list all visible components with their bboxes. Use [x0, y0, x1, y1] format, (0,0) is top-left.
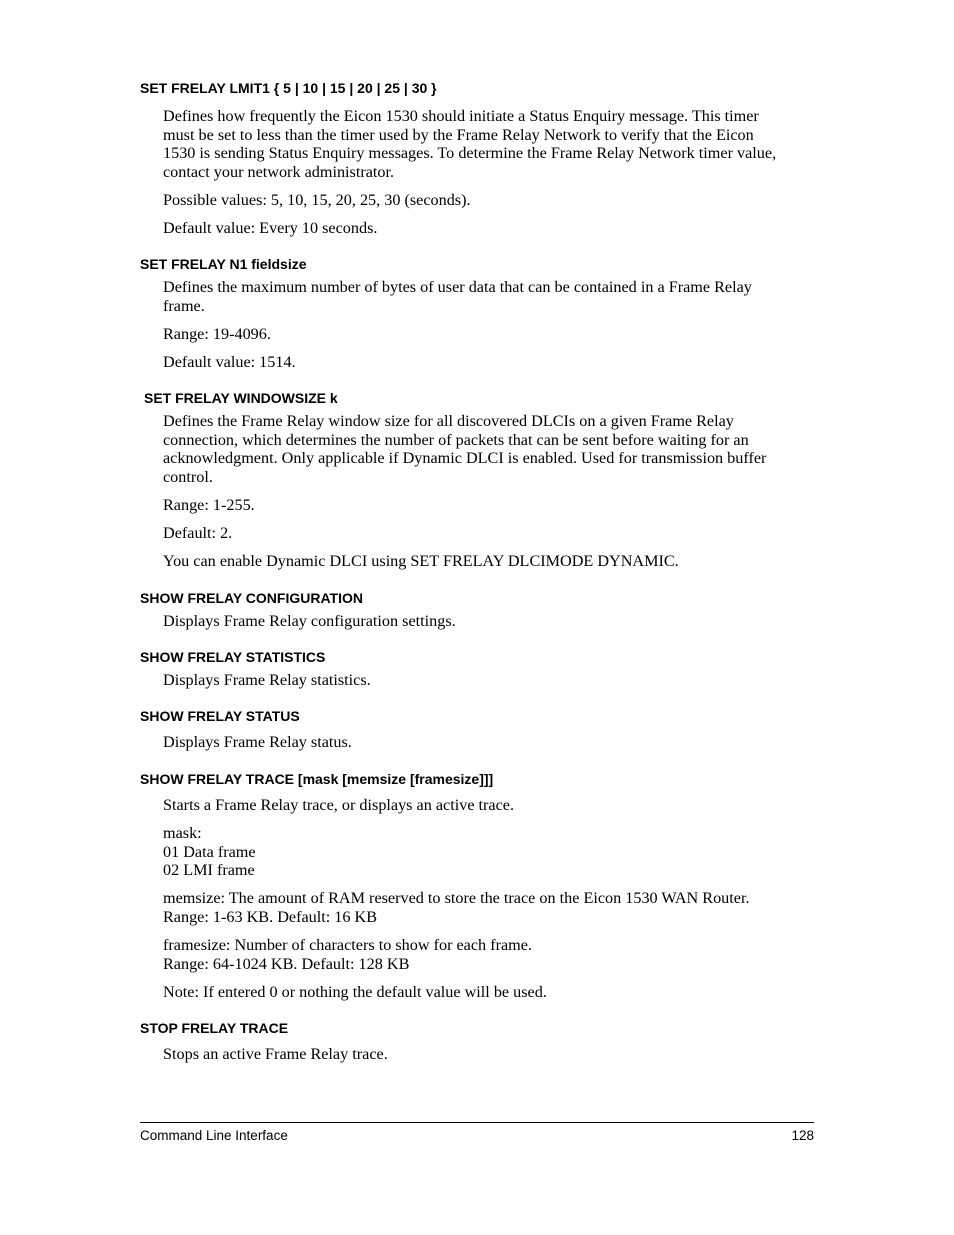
- paragraph: [163, 936, 819, 973]
- paragraph: [163, 412, 819, 487]
- text-line: Stops an active Frame Relay trace.: [163, 1045, 388, 1063]
- text-line: acknowledgment. Only applicable if Dynamic DLCI is enabled. Used for transmission buffer: [163, 449, 767, 468]
- paragraph: [163, 496, 819, 515]
- text-line: framesize: Number of characters to show for each frame.: [163, 936, 532, 954]
- paragraph: [163, 1045, 819, 1064]
- paragraph: [163, 219, 819, 238]
- text-line: Default value: 1514.: [163, 353, 296, 371]
- page-number: 128: [791, 1128, 814, 1143]
- text-line: Displays Frame Relay statistics.: [163, 671, 371, 689]
- footer-divider: [140, 1122, 814, 1123]
- text-line: 1530 is sending Status Enquiry messages. To determine the Frame Relay Network timer value,: [163, 144, 777, 163]
- paragraph: [163, 278, 819, 315]
- text-line: Default value: Every 10 seconds.: [163, 219, 378, 237]
- paragraph: [163, 107, 819, 182]
- section-heading: SET FRELAY LMIT1 { 5 | 10 | 15 | 20 | 25 | 30 }: [140, 80, 437, 96]
- section-heading: SHOW FRELAY STATISTICS: [140, 649, 326, 665]
- text-line: frame.: [163, 296, 205, 315]
- paragraph: [163, 325, 819, 344]
- text-line: Displays Frame Relay configuration settings.: [163, 612, 456, 630]
- text-line: Default: 2.: [163, 524, 233, 542]
- text-line: 01 Data frame: [163, 842, 256, 861]
- text-line: Range: 19-4096.: [163, 325, 271, 343]
- text-line: Displays Frame Relay status.: [163, 733, 352, 751]
- paragraph: [163, 796, 819, 815]
- section-heading: SHOW FRELAY CONFIGURATION: [140, 590, 363, 606]
- paragraph: [163, 524, 819, 543]
- paragraph: [163, 671, 819, 690]
- paragraph: [163, 552, 819, 571]
- paragraph: [163, 612, 819, 631]
- section-heading: STOP FRELAY TRACE: [140, 1020, 289, 1036]
- text-line: Starts a Frame Relay trace, or displays an active trace.: [163, 796, 515, 814]
- text-line: You can enable Dynamic DLCI using SET FRELAY DLCIMODE DYNAMIC.: [163, 552, 679, 570]
- section-heading: SET FRELAY WINDOWSIZE k: [144, 390, 338, 406]
- text-line: contact your network administrator.: [163, 163, 395, 182]
- text-line: 02 LMI frame: [163, 861, 255, 880]
- text-line: Range: 1-63 KB. Default: 16 KB: [163, 907, 378, 926]
- text-line: memsize: The amount of RAM reserved to store the trace on the Eicon 1530 WAN Router.: [163, 889, 750, 907]
- paragraph: [163, 191, 819, 210]
- paragraph: [163, 353, 819, 372]
- section-heading: SHOW FRELAY STATUS: [140, 708, 300, 724]
- paragraph: [163, 983, 819, 1002]
- section-heading: SET FRELAY N1 fieldsize: [140, 256, 307, 272]
- paragraph: [163, 733, 819, 752]
- text-line: must be set to less than the timer used by the Frame Relay Network to verify that the Eicon: [163, 125, 754, 144]
- text-line: Defines the maximum number of bytes of user data that can be contained in a Frame Relay: [163, 278, 752, 296]
- text-line: Note: If entered 0 or nothing the default value will be used.: [163, 983, 547, 1001]
- text-line: control.: [163, 468, 213, 487]
- text-line: Range: 64-1024 KB. Default: 128 KB: [163, 954, 410, 973]
- text-line: Possible values: 5, 10, 15, 20, 25, 30 (seconds).: [163, 191, 471, 209]
- paragraph: [163, 889, 819, 926]
- text-line: Range: 1-255.: [163, 496, 255, 514]
- text-line: Defines how frequently the Eicon 1530 should initiate a Status Enquiry message. This timer: [163, 107, 759, 125]
- footer-title: Command Line Interface: [140, 1128, 288, 1143]
- text-line: connection, which determines the number of packets that can be sent before waiting for an: [163, 430, 749, 449]
- section-heading: SHOW FRELAY TRACE [mask [memsize [framesize]]]: [140, 771, 494, 787]
- paragraph: [163, 824, 819, 880]
- text-line: Defines the Frame Relay window size for all discovered DLCIs on a given Frame Relay: [163, 412, 734, 430]
- text-line: mask:: [163, 824, 202, 842]
